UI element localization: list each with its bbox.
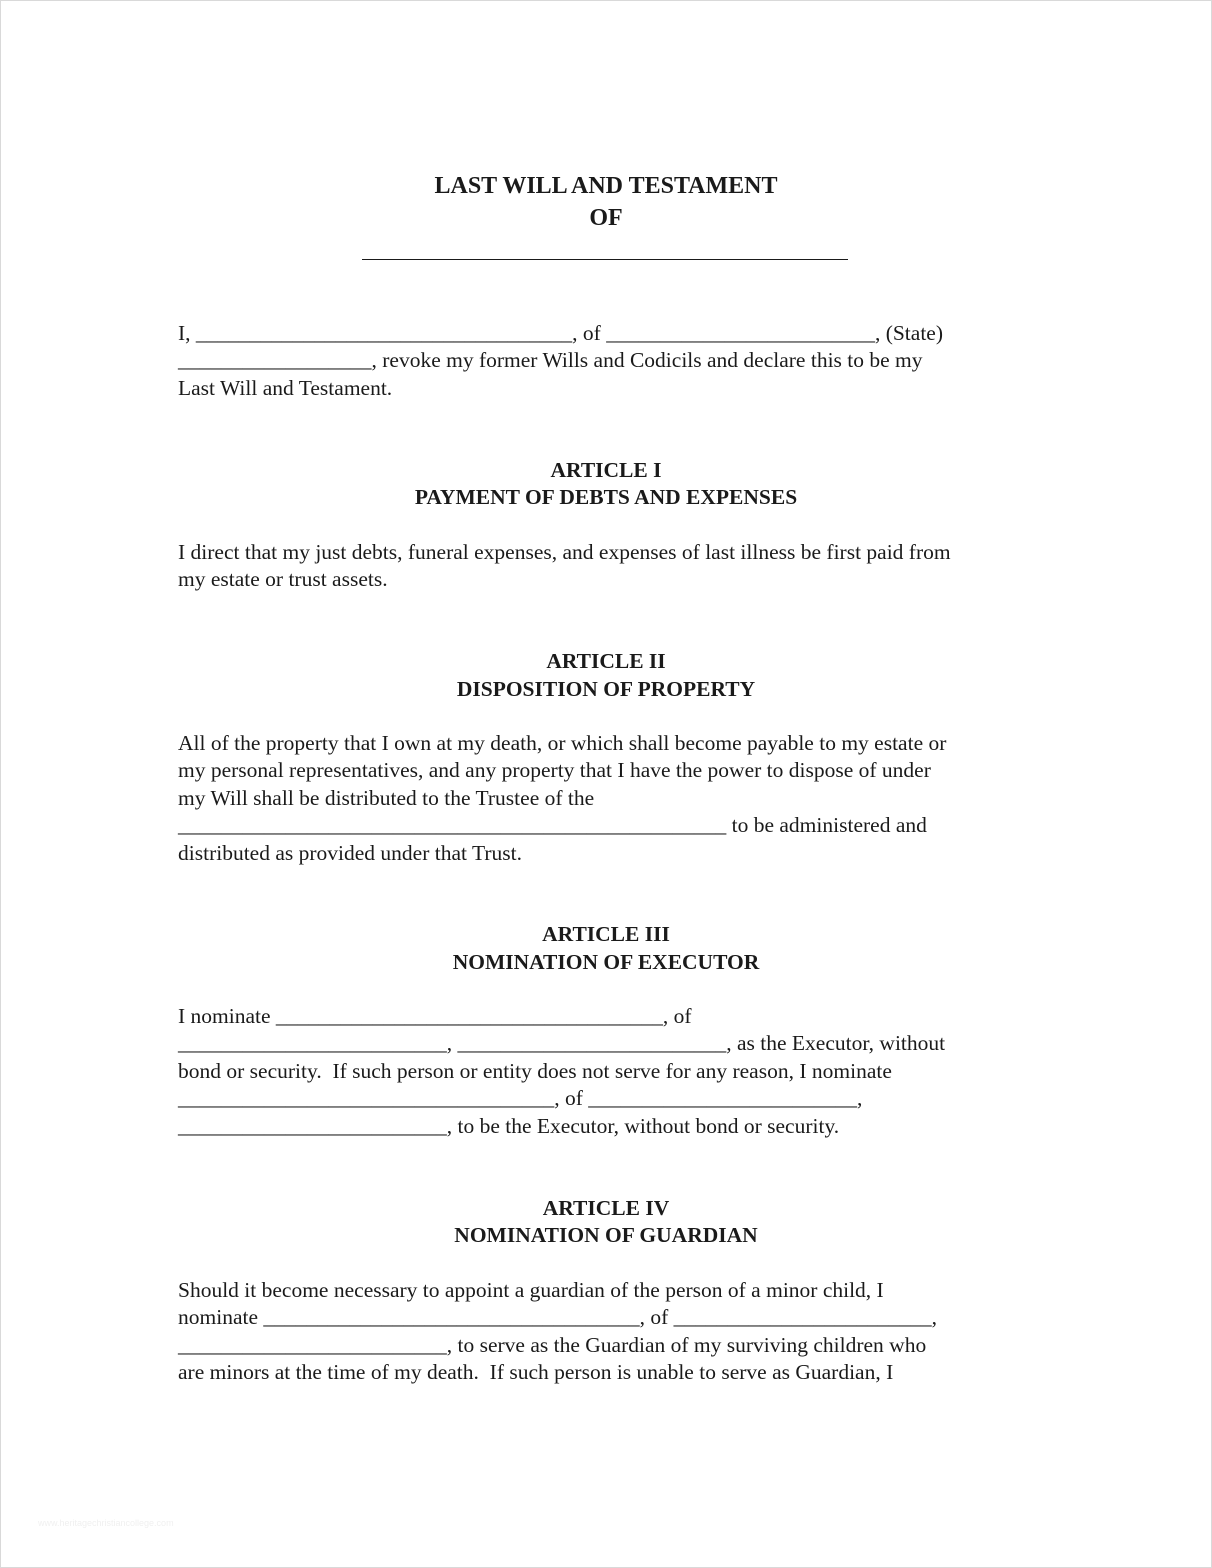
watermark-text: www.heritagechristiancollege.com [38,1518,174,1528]
article-line: nominate ___________________________________, of ________________________, [178,1305,938,1330]
article-line: are minors at the time of my death. If such person is unable to serve as Guardian, I [178,1360,894,1385]
article-3-paragraph [178,1003,1048,1140]
article-line: _________________________, _________________________, as the Executor, without [178,1031,946,1056]
document-title-line1: LAST WILL AND TESTAMENT [434,173,778,199]
article-line: All of the property that I own at my death, or which shall become payable to my estate or [178,731,947,755]
article-line: ___________________________________________________ to be administered and [178,813,927,838]
article-1-paragraph [178,539,1048,594]
testator-name-blank[interactable] [362,259,848,260]
article-3-heading: NOMINATION OF EXECUTOR [452,950,760,974]
article-4-number: ARTICLE IV [542,1196,670,1220]
document-title-line2: OF [589,205,623,231]
article-line: I direct that my just debts, funeral expenses, and expenses of last illness be first paid from [178,540,951,564]
intro-line: Last Will and Testament. [178,375,393,400]
article-3-number: ARTICLE III [542,922,670,946]
article-2-number: ARTICLE II [546,649,666,673]
intro-paragraph [178,320,1048,402]
article-line: I nominate ____________________________________, of [178,1004,692,1028]
article-line: Should it become necessary to appoint a guardian of the person of a minor child, I [178,1278,884,1302]
intro-line: I, ___________________________________, of _________________________, (State) [178,321,944,345]
article-line: my personal representatives, and any property that I have the power to dispose of under [178,758,931,783]
article-line: my Will shall be distributed to the Trustee of the [178,785,595,810]
article-line: ___________________________________, of _________________________, [178,1086,863,1111]
article-line: bond or security. If such person or entity does not serve for any reason, I nominate [178,1058,892,1083]
article-4-paragraph [178,1277,1048,1387]
article-line: _________________________, to be the Executor, without bond or security. [178,1113,840,1138]
article-line: my estate or trust assets. [178,567,388,592]
article-2-paragraph [178,730,1048,867]
article-line: _________________________, to serve as the Guardian of my surviving children who [178,1332,927,1357]
article-2-heading: DISPOSITION OF PROPERTY [456,677,756,701]
article-4-heading: NOMINATION OF GUARDIAN [454,1223,758,1247]
intro-line: __________________, revoke my former Wills and Codicils and declare this to be my [178,348,923,373]
article-1-heading: PAYMENT OF DEBTS AND EXPENSES [414,485,798,509]
article-line: distributed as provided under that Trust. [178,840,522,865]
article-1-number: ARTICLE I [550,458,662,482]
